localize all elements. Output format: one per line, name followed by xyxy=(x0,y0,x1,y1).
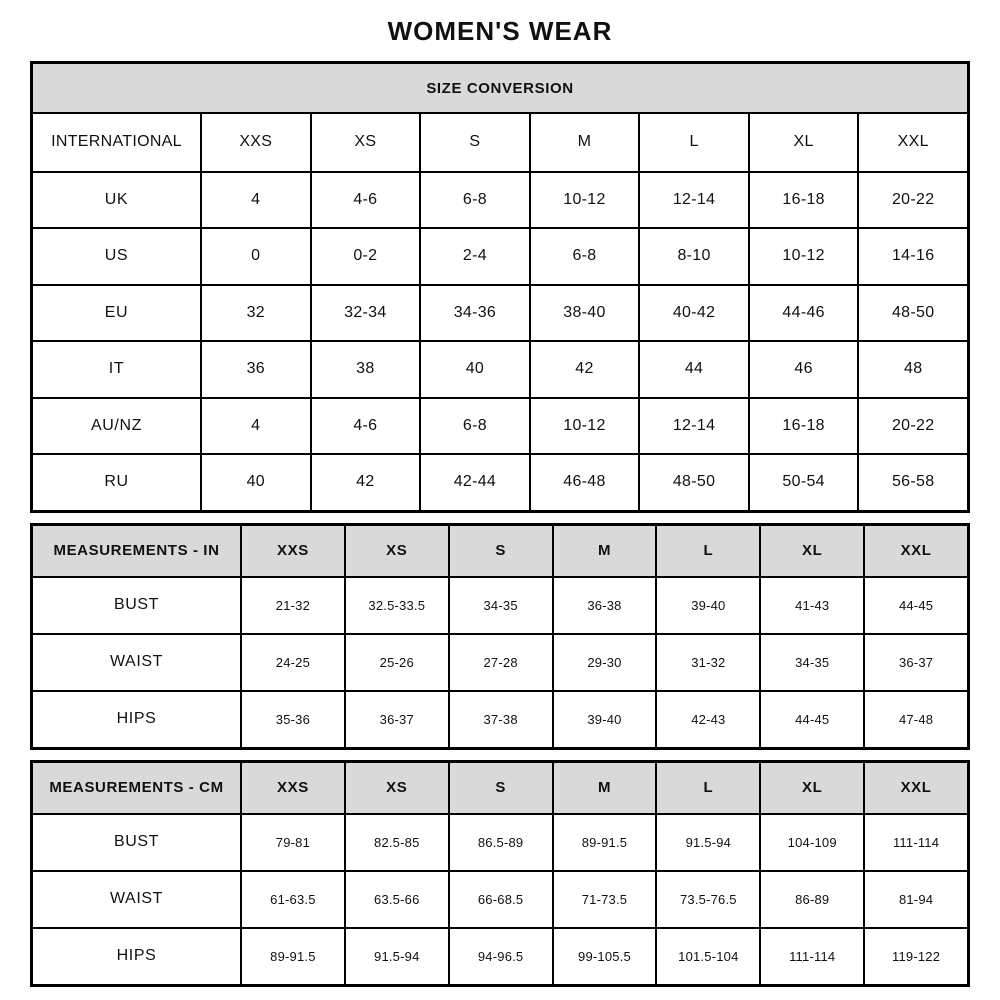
row-label: RU xyxy=(33,453,200,510)
value-cell: 27-28 xyxy=(448,633,552,690)
value-cell: 46-48 xyxy=(529,453,639,510)
value-cell: 44-45 xyxy=(759,690,863,747)
value-cell: 32.5-33.5 xyxy=(344,576,448,633)
value-cell: 91.5-94 xyxy=(344,927,448,984)
column-header-size: XL xyxy=(759,763,863,813)
value-cell: 42-44 xyxy=(419,453,529,510)
value-cell: 101.5-104 xyxy=(655,927,759,984)
value-cell: 6-8 xyxy=(419,397,529,454)
value-cell: 40 xyxy=(419,340,529,397)
row-label: BUST xyxy=(33,813,240,870)
value-cell: 48-50 xyxy=(638,453,748,510)
value-cell: 10-12 xyxy=(529,397,639,454)
value-cell: 42 xyxy=(310,453,420,510)
column-header-size: XXL xyxy=(863,526,967,576)
value-cell: 36-37 xyxy=(344,690,448,747)
value-cell: 6-8 xyxy=(529,227,639,284)
column-header-size: L xyxy=(655,763,759,813)
value-cell: 73.5-76.5 xyxy=(655,870,759,927)
value-cell: 47-48 xyxy=(863,690,967,747)
value-cell: 40-42 xyxy=(638,284,748,341)
value-cell: 42-43 xyxy=(655,690,759,747)
value-cell: 12-14 xyxy=(638,171,748,228)
value-cell: 36-38 xyxy=(552,576,656,633)
value-cell: 40 xyxy=(200,453,310,510)
value-cell: 44 xyxy=(638,340,748,397)
value-cell: 14-16 xyxy=(857,227,967,284)
measurements-in-grid xyxy=(33,526,967,747)
value-cell: 32 xyxy=(200,284,310,341)
value-cell: 89-91.5 xyxy=(552,813,656,870)
value-cell: 31-32 xyxy=(655,633,759,690)
value-cell: 86.5-89 xyxy=(448,813,552,870)
row-label: EU xyxy=(33,284,200,341)
value-cell: 42 xyxy=(529,340,639,397)
value-cell: 89-91.5 xyxy=(240,927,344,984)
value-cell: 91.5-94 xyxy=(655,813,759,870)
size-conversion-header: SIZE CONVERSION xyxy=(33,64,967,114)
value-cell: 104-109 xyxy=(759,813,863,870)
row-label: IT xyxy=(33,340,200,397)
page-title: WOMEN'S WEAR xyxy=(387,16,613,46)
column-header-size: XXS xyxy=(200,114,310,171)
value-cell: 0 xyxy=(200,227,310,284)
column-header-size: XL xyxy=(748,114,858,171)
column-header-size: S xyxy=(448,763,552,813)
value-cell: 94-96.5 xyxy=(448,927,552,984)
value-cell: 61-63.5 xyxy=(240,870,344,927)
value-cell: 20-22 xyxy=(857,171,967,228)
value-cell: 20-22 xyxy=(857,397,967,454)
value-cell: 16-18 xyxy=(748,171,858,228)
value-cell: 34-35 xyxy=(759,633,863,690)
value-cell: 24-25 xyxy=(240,633,344,690)
row-label: WAIST xyxy=(33,633,240,690)
value-cell: 35-36 xyxy=(240,690,344,747)
value-cell: 4-6 xyxy=(310,171,420,228)
value-cell: 86-89 xyxy=(759,870,863,927)
value-cell: 0-2 xyxy=(310,227,420,284)
column-header-size: S xyxy=(448,526,552,576)
value-cell: 36 xyxy=(200,340,310,397)
value-cell: 66-68.5 xyxy=(448,870,552,927)
column-header-size: XXS xyxy=(240,763,344,813)
column-header-size: XXL xyxy=(863,763,967,813)
value-cell: 44-45 xyxy=(863,576,967,633)
column-header-size: M xyxy=(529,114,639,171)
row-label: BUST xyxy=(33,576,240,633)
row-label: US xyxy=(33,227,200,284)
value-cell: 82.5-85 xyxy=(344,813,448,870)
measurements-cm-table xyxy=(30,760,970,987)
value-cell: 48 xyxy=(857,340,967,397)
measurements-header: MEASUREMENTS - IN xyxy=(33,526,240,576)
value-cell: 34-35 xyxy=(448,576,552,633)
value-cell: 71-73.5 xyxy=(552,870,656,927)
value-cell: 6-8 xyxy=(419,171,529,228)
column-header-size: XS xyxy=(344,526,448,576)
value-cell: 38 xyxy=(310,340,420,397)
row-label: WAIST xyxy=(33,870,240,927)
column-header-size: XS xyxy=(344,763,448,813)
row-label: HIPS xyxy=(33,690,240,747)
column-header-size: XL xyxy=(759,526,863,576)
value-cell: 4-6 xyxy=(310,397,420,454)
column-header-size: L xyxy=(638,114,748,171)
value-cell: 39-40 xyxy=(552,690,656,747)
value-cell: 12-14 xyxy=(638,397,748,454)
value-cell: 48-50 xyxy=(857,284,967,341)
value-cell: 16-18 xyxy=(748,397,858,454)
size-conversion-grid xyxy=(33,114,967,510)
column-header-size: M xyxy=(552,526,656,576)
column-header-size: XXS xyxy=(240,526,344,576)
column-header-size: XXL xyxy=(857,114,967,171)
value-cell: 8-10 xyxy=(638,227,748,284)
column-header-size: L xyxy=(655,526,759,576)
column-header-size: M xyxy=(552,763,656,813)
value-cell: 56-58 xyxy=(857,453,967,510)
value-cell: 79-81 xyxy=(240,813,344,870)
value-cell: 44-46 xyxy=(748,284,858,341)
value-cell: 39-40 xyxy=(655,576,759,633)
value-cell: 34-36 xyxy=(419,284,529,341)
value-cell: 10-12 xyxy=(529,171,639,228)
column-header-international: INTERNATIONAL xyxy=(33,114,200,171)
value-cell: 111-114 xyxy=(863,813,967,870)
value-cell: 37-38 xyxy=(448,690,552,747)
measurements-cm-grid xyxy=(33,763,967,984)
column-header-size: S xyxy=(419,114,529,171)
size-conversion-table xyxy=(30,61,970,513)
value-cell: 4 xyxy=(200,397,310,454)
measurements-in-table xyxy=(30,523,970,750)
value-cell: 41-43 xyxy=(759,576,863,633)
row-label: HIPS xyxy=(33,927,240,984)
value-cell: 36-37 xyxy=(863,633,967,690)
value-cell: 63.5-66 xyxy=(344,870,448,927)
value-cell: 111-114 xyxy=(759,927,863,984)
value-cell: 119-122 xyxy=(863,927,967,984)
value-cell: 46 xyxy=(748,340,858,397)
measurements-header: MEASUREMENTS - CM xyxy=(33,763,240,813)
row-label: UK xyxy=(33,171,200,228)
value-cell: 10-12 xyxy=(748,227,858,284)
value-cell: 4 xyxy=(200,171,310,228)
value-cell: 25-26 xyxy=(344,633,448,690)
value-cell: 99-105.5 xyxy=(552,927,656,984)
column-header-size: XS xyxy=(310,114,420,171)
value-cell: 50-54 xyxy=(748,453,858,510)
value-cell: 81-94 xyxy=(863,870,967,927)
value-cell: 32-34 xyxy=(310,284,420,341)
value-cell: 38-40 xyxy=(529,284,639,341)
row-label: AU/NZ xyxy=(33,397,200,454)
value-cell: 21-32 xyxy=(240,576,344,633)
value-cell: 29-30 xyxy=(552,633,656,690)
value-cell: 2-4 xyxy=(419,227,529,284)
